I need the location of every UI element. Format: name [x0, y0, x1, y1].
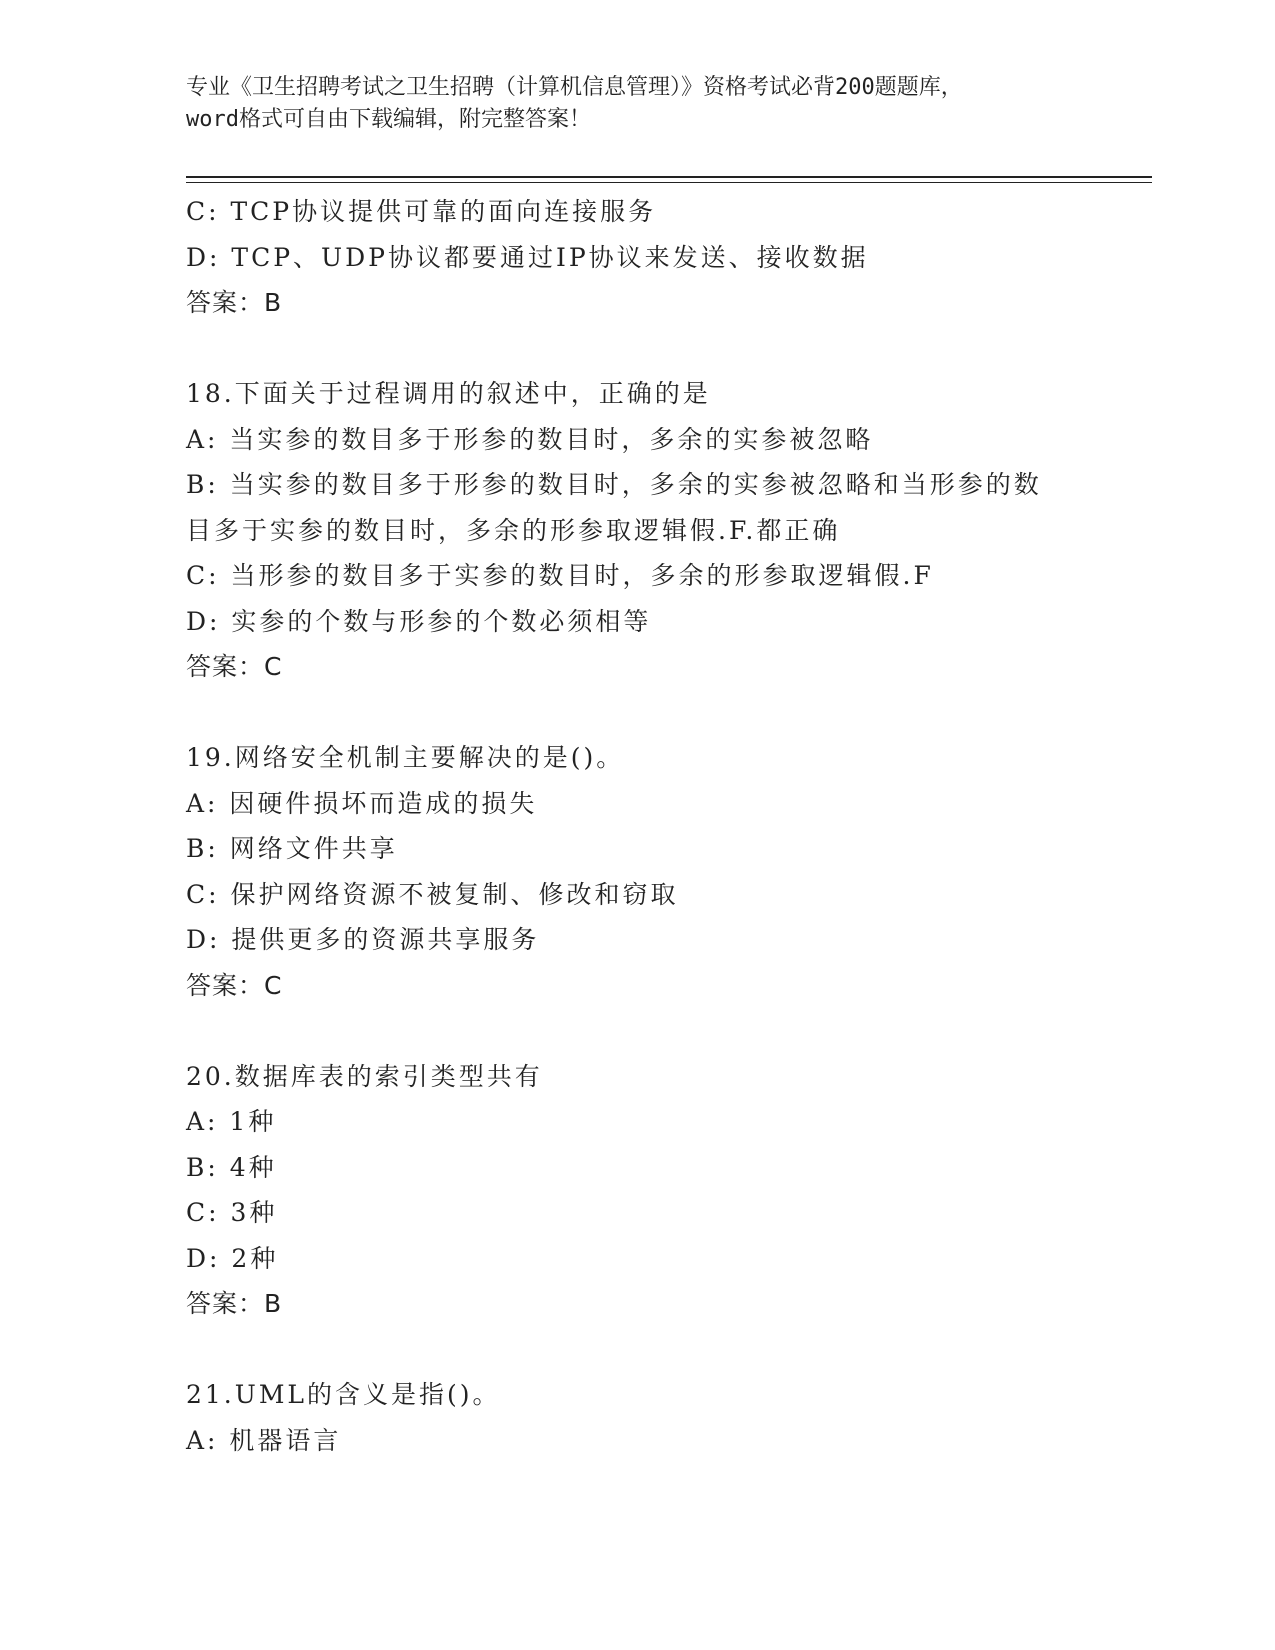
answer-line: 答案：C — [186, 970, 283, 1000]
option-a: A: 因硬件损坏而造成的损失 — [186, 788, 538, 818]
option-c: C: 当形参的数目多于实参的数目时，多余的形参取逻辑假.F — [186, 561, 934, 590]
option-c: C: 3种 — [186, 1198, 278, 1227]
answer-line: 答案：B — [186, 288, 283, 317]
option-c: C: 保护网络资源不被复制、修改和窃取 — [186, 879, 679, 909]
question-stem: 20.数据库表的索引类型共有 — [186, 1061, 543, 1091]
option-d: D: 2种 — [186, 1243, 279, 1273]
answer-line: 答案：C — [186, 652, 283, 681]
question-block-21 — [186, 1372, 1086, 1463]
header-title-line-1: 专业《卫生招聘考试之卫生招聘（计算机信息管理）》资格考试必背200题题库， — [186, 75, 963, 100]
option-a: A: 机器语言 — [186, 1425, 342, 1455]
question-stem: 19.网络安全机制主要解决的是()。 — [186, 743, 625, 772]
question-block-18 — [186, 371, 1086, 690]
option-b: B: 当实参的数目多于形参的数目时，多余的实参被忽略和当形参的数 — [186, 470, 1042, 499]
option-a: A: 1种 — [186, 1107, 277, 1136]
option-a: A: 当实参的数目多于形参的数目时，多余的实参被忽略 — [186, 424, 874, 454]
option-b: B: 4种 — [186, 1152, 277, 1182]
question-block-20 — [186, 1054, 1086, 1327]
question-block-17 — [186, 189, 1086, 326]
spacer — [186, 1327, 1086, 1373]
option-d: D: 提供更多的资源共享服务 — [186, 925, 540, 954]
question-stem: 21.UML的含义是指()。 — [186, 1380, 501, 1409]
option-b: B: 网络文件共享 — [186, 834, 398, 863]
option-d: D: TCP、UDP协议都要通过IP协议来发送、接收数据 — [186, 242, 869, 272]
header-divider-thin — [186, 182, 1152, 183]
document-header — [186, 72, 1086, 136]
question-stem: 18.下面关于过程调用的叙述中，正确的是 — [186, 379, 711, 408]
question-block-19 — [186, 735, 1086, 1008]
spacer — [186, 326, 1086, 372]
spacer — [186, 1008, 1086, 1054]
header-title-line-2: word格式可自由下载编辑，附完整答案！ — [186, 107, 591, 132]
question-list — [186, 189, 1086, 1463]
spacer — [186, 690, 1086, 736]
header-divider-thick — [186, 176, 1152, 178]
option-b-continued: 目多于实参的数目时，多余的形参取逻辑假.F.都正确 — [186, 515, 841, 545]
option-d: D: 实参的个数与形参的个数必须相等 — [186, 606, 652, 636]
answer-line: 答案：B — [186, 1289, 283, 1318]
option-c: C: TCP协议提供可靠的面向连接服务 — [186, 197, 657, 226]
